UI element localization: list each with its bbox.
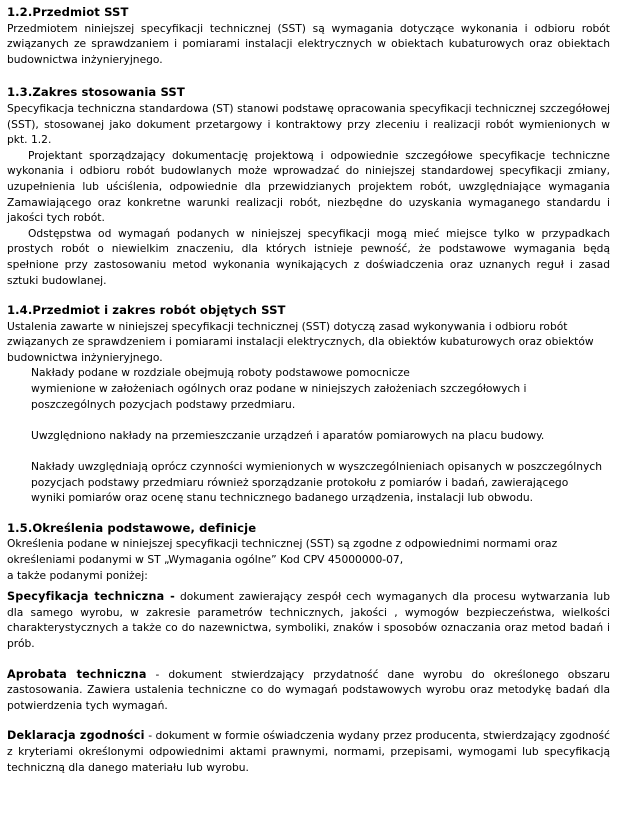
- definition: [7, 667, 610, 714]
- nakłady-paragraph: [7, 459, 610, 506]
- nakłady-paragraph: [7, 365, 610, 412]
- text-line: Ustalenia zawarte w niniejszej specyfikacji technicznej (SST) dotyczą zasad wykonywania i odbioru robót: [7, 319, 568, 333]
- paragraph: [7, 536, 610, 583]
- text-line: wyniki pomiarów oraz ocenę stanu technicznego badanego urządzenia, instalacji lub obwodu.: [31, 491, 534, 505]
- paragraph: Projektant sporządzający dokumentację projektową i odpowiednie szczegółowe specyfikacje techniczne wykonania i odbioru robót budowlanych może wprowadzać do niniejszej standardowej specyfikacji zmiany, uzupełnienia lub uściślenia, odpowiednie dla przewidzianych projektem robót, uwzględniające wymagania Zamawiającego oraz konkretne warunki realizacji robót, niezbędne do uzyskania wymaganego standardu i jakości tych robót.: [7, 148, 610, 225]
- section-heading: 1.3.Zakres stosowania SST: [7, 85, 185, 100]
- section-heading: 1.5.Określenia podstawowe, definicje: [7, 520, 257, 535]
- nakłady-paragraph: Uwzględniono nakłady na przemieszczanie urządzeń i aparatów pomiarowych na placu budowy.: [31, 428, 545, 442]
- paragraph: [7, 319, 610, 366]
- text-line: określeniami podanymi w ST „Wymagania ogólne” Kod CPV 45000000-07,: [7, 553, 404, 566]
- text-line: Nakłady podane w rozdziale obejmują roboty podstawowe pomocnicze: [31, 366, 410, 380]
- definition: [7, 728, 610, 775]
- definition-text: dokument zawierający zespół cech wymaganych dla procesu wytwarzania lub dla samego wyrobu, w zakresie parametrów technicznych, jakości , wymogów bezpieczeństwa, wielkości charakterystycznych a także co do nazewnictwa, symboliki, znaków i sposobów oznaczania oraz metod badań i prób.: [7, 590, 610, 650]
- definition-term: Aprobata techniczna: [7, 667, 147, 681]
- definition-text: - dokument stwierdzający przydatność dane wyrobu do określonego obszaru zastosowania. Zawiera ustalenia techniczne co do wymagań podstawowych wyrobu oraz metodykę badań dla potwierdzenia tych wymagań.: [7, 667, 610, 712]
- section-1-2: [7, 5, 610, 67]
- text-line: budownictwa inżynieryjnego.: [7, 350, 163, 364]
- text-line: a także podanymi poniżej:: [7, 568, 148, 582]
- definition: [7, 589, 610, 651]
- text-line: związanych ze sprawdzeniem i pomiarami instalacji elektrycznych, dla obiektów kubaturowych oraz obiektów: [7, 335, 594, 349]
- document-page: [7, 5, 610, 775]
- text-line: poszczególnych pozycjach podstawy przedmiaru.: [31, 397, 296, 411]
- text-line: Nakłady uwzględniają oprócz czynności wymienionych w wyszczególnieniach opisanych w poszczególnych: [31, 460, 603, 474]
- text-line: wymienione w założeniach ogólnych oraz podane w niniejszych założeniach szczegółowych i: [31, 382, 527, 396]
- section-1-5: [7, 521, 610, 775]
- section-1-3: [7, 85, 610, 288]
- section-heading: 1.2.Przedmiot SST: [7, 5, 129, 19]
- text-line: Określenia podane w niniejszej specyfikacji technicznej (SST) są zgodne z odpowiednimi normami oraz: [7, 537, 558, 551]
- definition-text: - dokument w formie oświadczenia wydany przez producenta, stwierdzający zgodność z kryteriami określonymi odpowiednimi aktami prawnymi, normami, przepisami, wymogami lub specyfikacją techniczną dla danego materiału lub wyrobu.: [7, 729, 611, 774]
- definition-term: Specyfikacja techniczna -: [7, 590, 175, 604]
- paragraph: Odstępstwa od wymagań podanych w niniejszej specyfikacji mogą mieć miejsce tylko w przypadkach prostych robót o niewielkim znaczeniu, dla których istnieje pewność, że podstawowe wymagania będą spełnione przy zastosowaniu metod wykonania wynikających z doświadczenia oraz uznanych reguł i zasad sztuki budowlanej.: [7, 226, 610, 287]
- definition-term: Deklaracja zgodności: [7, 729, 145, 743]
- paragraph: Specyfikacja techniczna standardowa (ST) stanowi podstawę opracowania specyfikacji technicznej szczegółowej (SST), stosowanej jako dokument przetargowy i kontraktowy przy zleceniu i realizacji robót wymienionych w pkt. 1.2.: [7, 101, 610, 147]
- text-line: pozycjach podstawy przedmiaru również sporządzanie protokołu z pomiarów i badań, zawierającego: [31, 475, 569, 489]
- section-1-4: [7, 303, 610, 506]
- paragraph: Przedmiotem niniejszej specyfikacji technicznej (SST) są wymagania dotyczące wykonania i odbioru robót związanych ze sprawdzaniem i pomiarami instalacji elektrycznych w obiektach kubaturowych oraz obiektach budownictwa inżynieryjnego.: [7, 21, 610, 66]
- section-heading: 1.4.Przedmiot i zakres robót objętych SST: [7, 303, 286, 318]
